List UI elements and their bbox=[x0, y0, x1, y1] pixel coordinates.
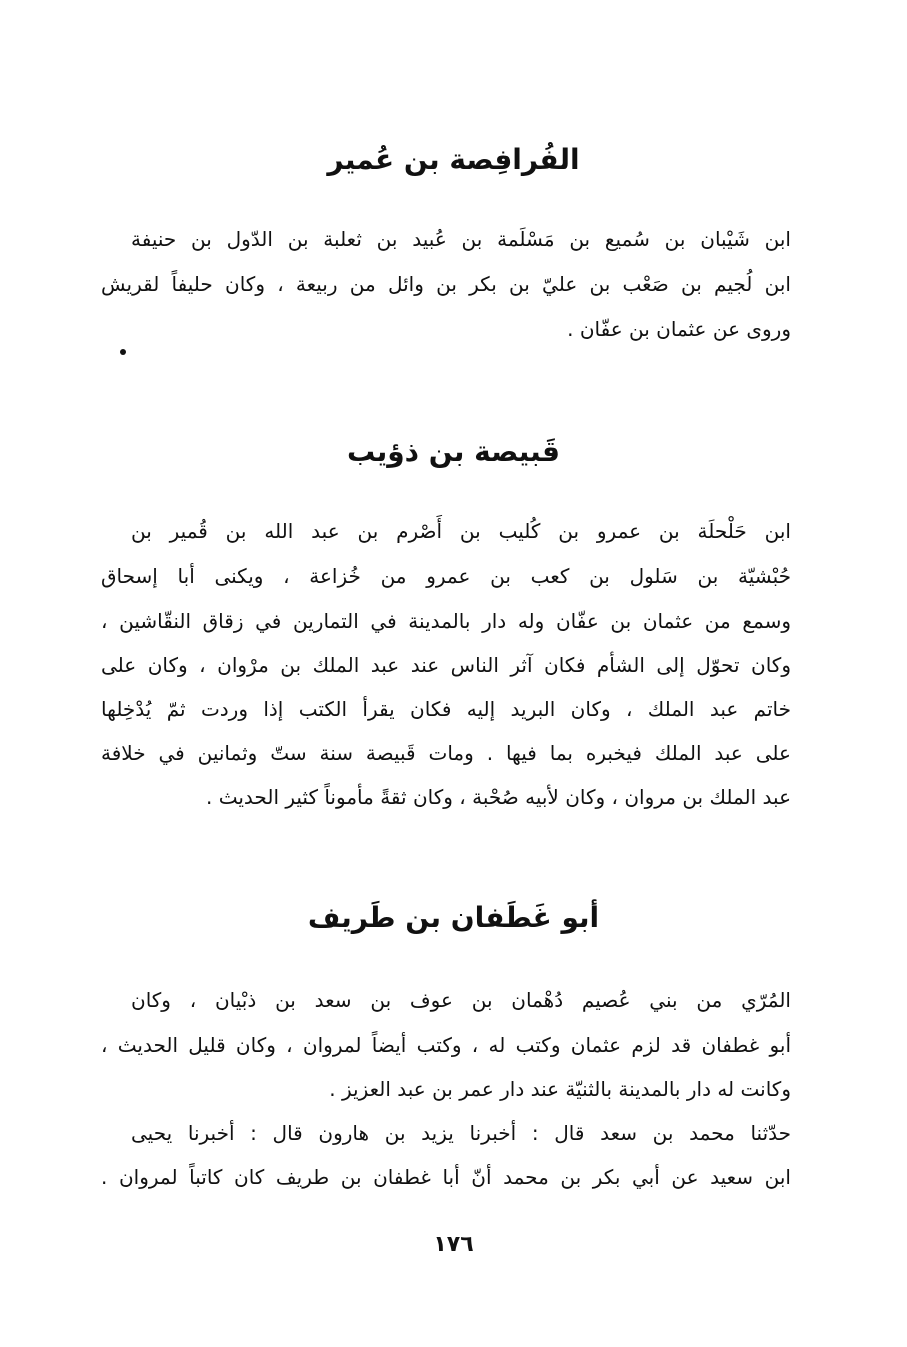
text-line: حُبْشيّة بن سَلول بن كعب بن عمرو من خُزاعة ، ويكنى أبا إسحاق bbox=[101, 564, 791, 588]
text-line: ابن حَلْحلَة بن عمرو بن كُليب بن أَصْرم بن عبد الله بن قُمير بن bbox=[131, 519, 791, 543]
ink-mark bbox=[120, 349, 126, 355]
text-line: عبد الملك بن مروان ، وكان لأبيه صُحْبة ، وكان ثقةً مأموناً كثير الحديث . bbox=[206, 785, 791, 809]
page-number: ١٧٦ bbox=[433, 1232, 474, 1257]
text-line: وكانت له دار بالمدينة بالثنيّة عند دار عمر بن عبد العزيز . bbox=[329, 1077, 791, 1101]
text-line: وكان تحوّل إلى الشأم فكان آثر الناس عند عبد الملك بن مرْوان ، وكان على bbox=[101, 653, 791, 677]
text-line: ابن سعيد عن أبي بكر بن محمد أنّ أبا غطفان بن طريف كان كاتباً لمروان . bbox=[101, 1165, 791, 1189]
text-line: وسمع من عثمان بن عفّان وله دار بالمدينة في التمارين في زقاق النقّاشين ، bbox=[101, 609, 791, 633]
section-title-furafisa: الفُرافِصة بن عُمير bbox=[327, 143, 580, 176]
text-line: حدّثنا محمد بن سعد قال : أخبرنا يزيد بن هارون قال : أخبرنا يحيى bbox=[131, 1121, 791, 1145]
text-line: خاتم عبد الملك ، وكان البريد إليه فكان يقرأ الكتب إذا وردت ثمّ يُدْخِلها bbox=[101, 697, 791, 721]
text-line: ابن لُجيم بن صَعْب بن عليّ بن بكر بن وائل من ربيعة ، وكان حليفاً لقريش bbox=[101, 272, 791, 296]
section-title-qabisa: قَبيصة بن ذؤيب bbox=[347, 435, 560, 468]
text-line: ابن شَيْبان بن سُميع بن مَسْلَمة بن عُبيد بن ثعلبة بن الدّول بن حنيفة bbox=[131, 227, 791, 251]
text-line: المُرّي من بني عُصيم دُهْمان بن عوف بن سعد بن ذبْيان ، وكان bbox=[131, 988, 791, 1012]
text-line: وروى عن عثمان بن عفّان . bbox=[567, 317, 791, 341]
section-title-abu-ghatafan: أبو غَطَفان بن طَريف bbox=[307, 901, 600, 934]
text-line: على عبد الملك فيخبره بما فيها . ومات قَبيصة سنة ستّ وثمانين في خلافة bbox=[101, 741, 791, 765]
text-line: أبو غطفان قد لزم عثمان وكتب له ، وكتب أيضاً لمروان ، وكان قليل الحديث ، bbox=[101, 1033, 791, 1057]
